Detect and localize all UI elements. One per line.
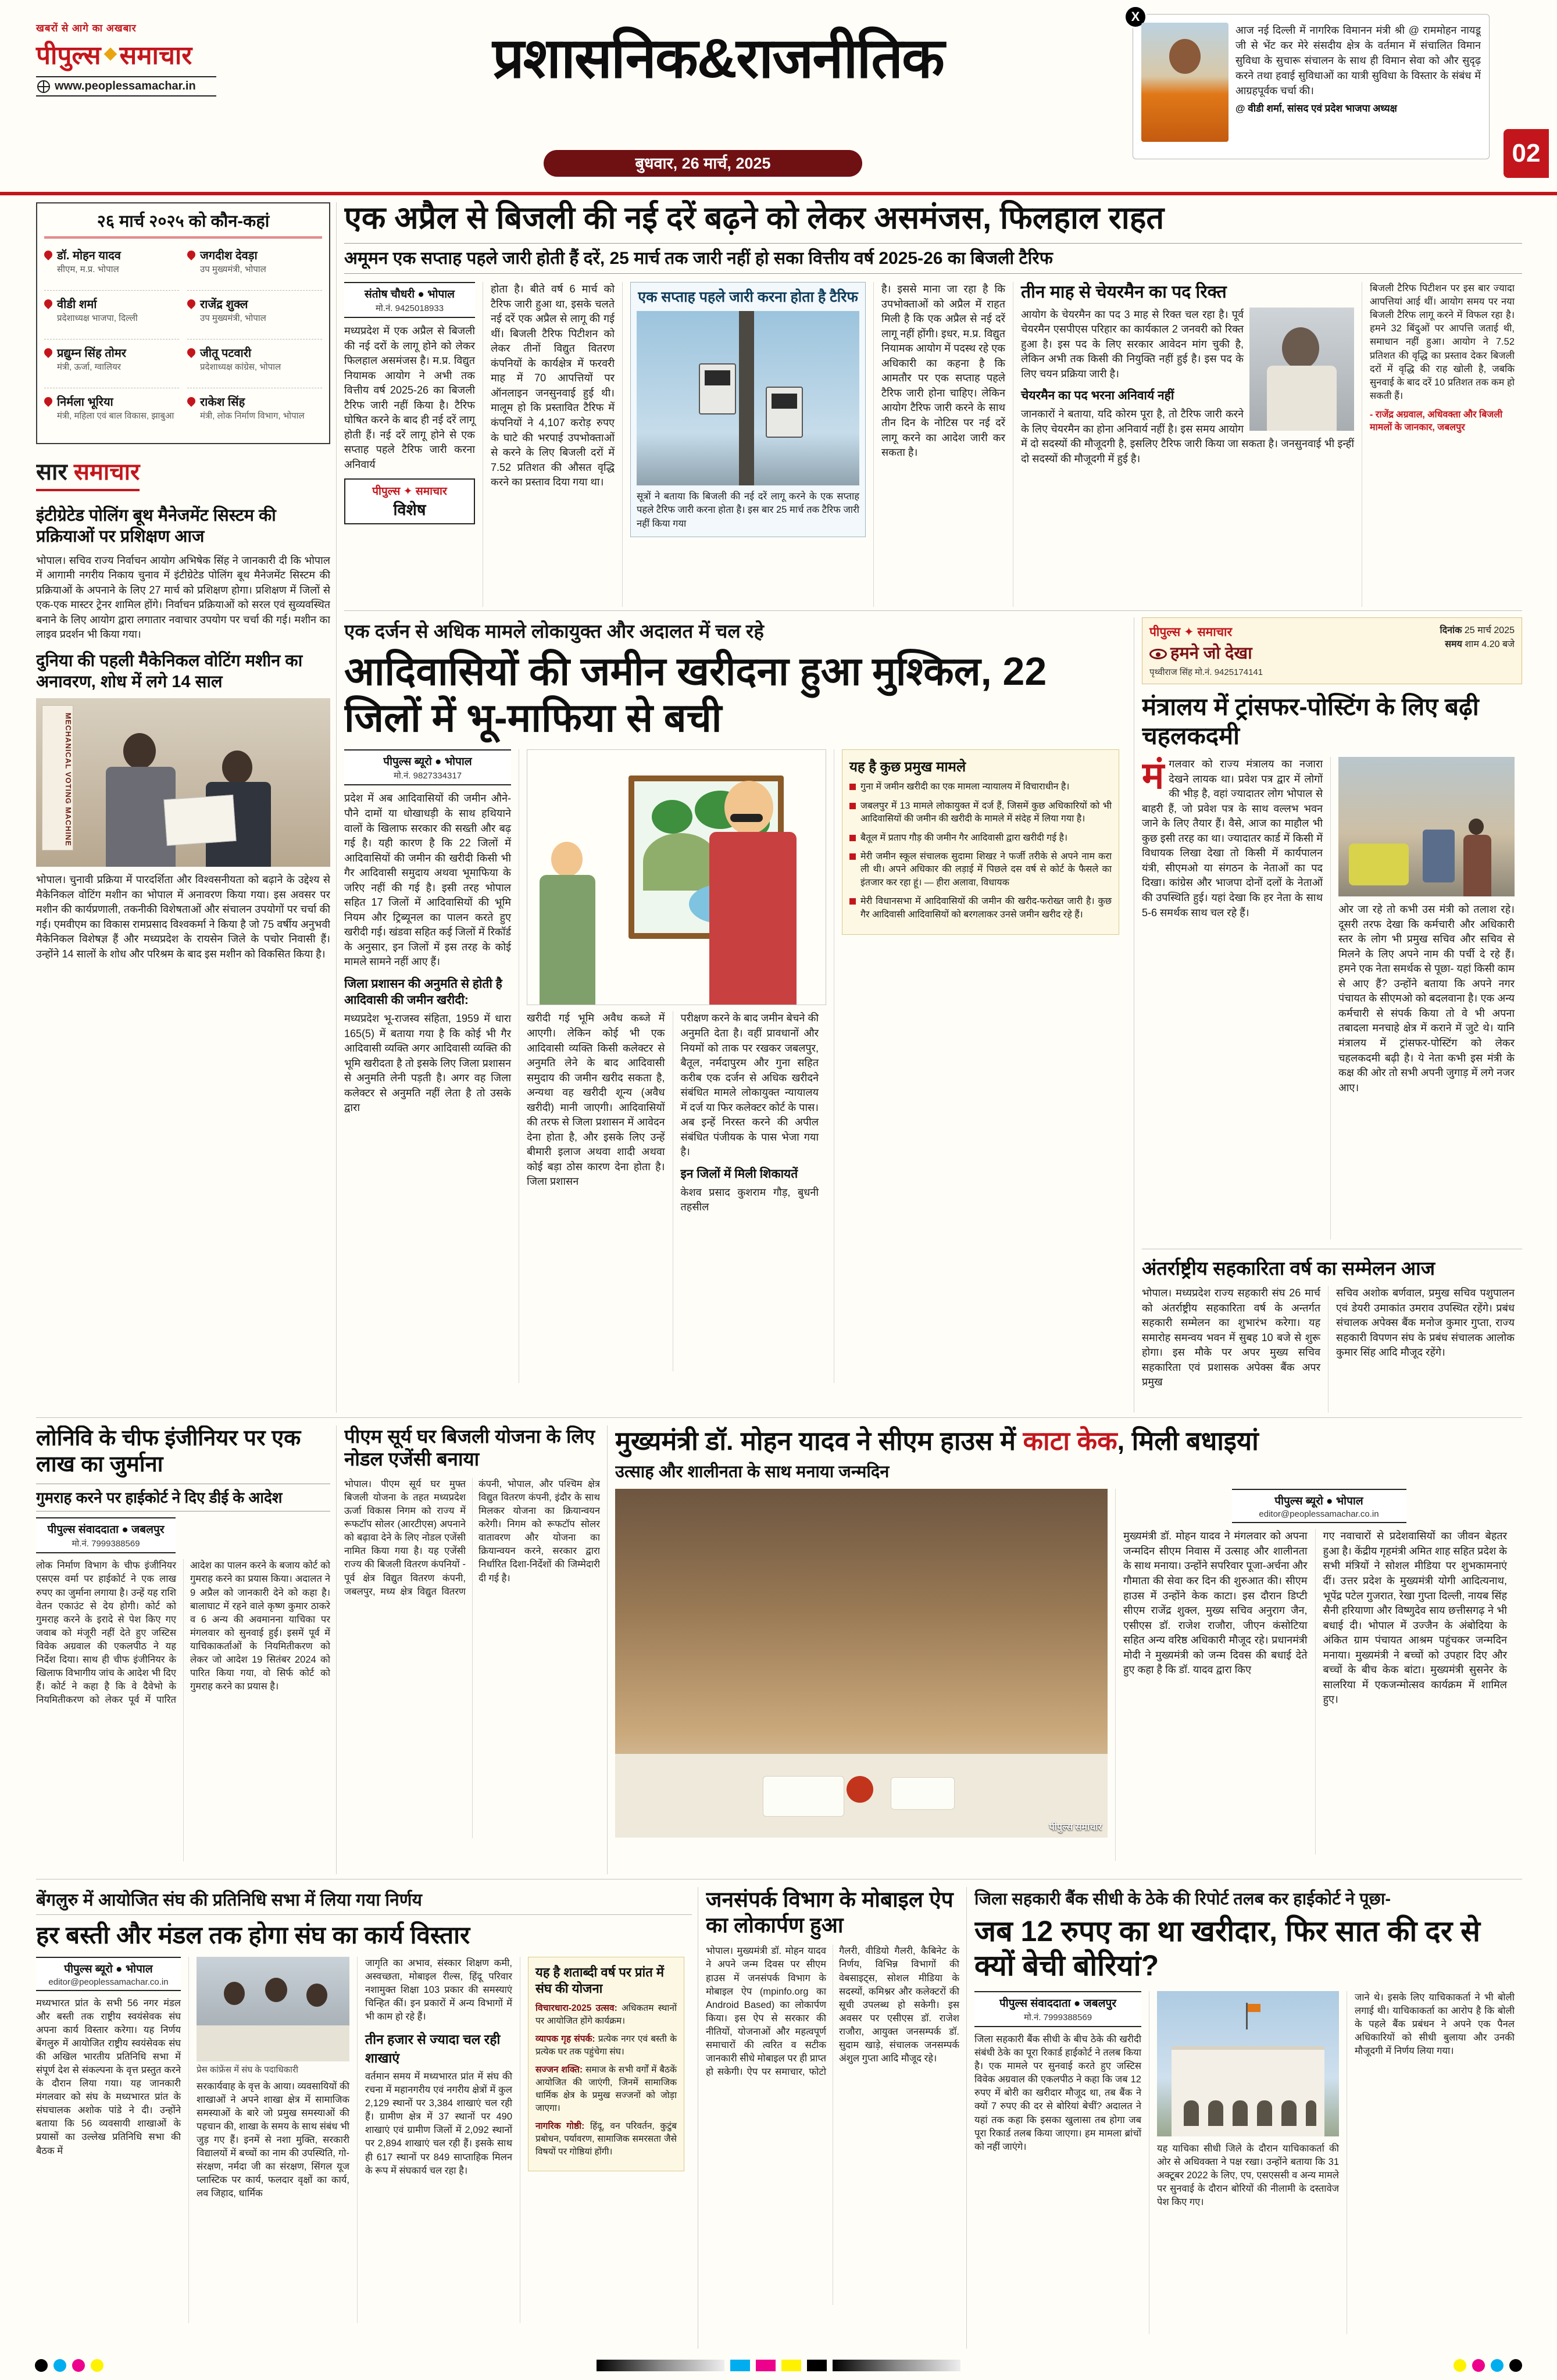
list-item [44, 388, 179, 437]
list-item [187, 388, 322, 437]
person-name: जीतू पटवारी [200, 347, 252, 360]
case-item [849, 800, 1112, 826]
person-name: प्रद्युम्न सिंह तोमर [57, 347, 126, 360]
electricity-meter-photo [637, 311, 859, 485]
headline-part: मुख्यमंत्री डॉ. मोहन यादव ने सीएम हाउस में [615, 1426, 1023, 1456]
article-column [1330, 757, 1522, 1239]
tariff-info-box-cell [622, 282, 873, 607]
article-column [344, 749, 519, 1383]
press-conference-photo [197, 1957, 349, 2061]
article-column [483, 282, 622, 607]
bullet-square-icon [849, 853, 856, 860]
tariff-info-box [630, 282, 866, 537]
plan-item [535, 2033, 677, 2059]
article-body: लोक निर्माण विभाग के चीफ इंजीनियर एसएस वर्मा पर हाईकोर्ट ने एक लाख रुपए का जुर्माना लगाया है। उन्हें यह राशि वेतन एकाउंट से देय होगी। कोर्ट को गुमराह करने के इरादे से पेश किए गए जवाब को मंजूरी नहीं देते हुए जस्टिस विवेक अग्रवाल की एकलपीठ ने यह निर्देश दिया। साथ ही चीफ इंजीनियर के खिलाफ विभागीय जांच के आदेश भी दिए हैं। कोर्ट ने कहा है कि वे दैवेभो के नियमितीकरण को लेकर पूर्व में पारित आदेश का पालन करने के बजाय कोर्ट को गुमराह करने का प्रयास किया। अदालत ने 9 अप्रैल को जानकारी देने को कहा है। बालाघाट में रहने वाले कृष्ण कुमार ठाकरे व 6 अन्य की अवमानना याचिका पर मंगलवार को सुनवाई हुई। इसमें पूर्व में याचिकाकर्ताओं के नियमितीकरण को लेकर जो आदेश 19 सितंबर 2024 को पारित किया गया, वो सिर्फ कोर्ट को गुमराह करने का प्रयास है। [36, 1560, 330, 1706]
registration-dots-left [35, 2359, 103, 2372]
special-logo: पीपुल्स ✦ समाचार [372, 485, 447, 498]
case-text: गुना में जमीन खरीदी का एक मामला न्यायालय में विचाराधीन है। [860, 782, 1070, 792]
plan-text: हिंदू, वन परिवर्तन, कुटुंब प्रबोधन, पर्यावरण, सामाजिक समरसता जैसे विषयों पर गोष्ठियां होंगी। [535, 2121, 677, 2157]
byline-phone: मो.नं. 9425018933 [375, 303, 444, 314]
list-item [187, 340, 322, 388]
summary-title-part2: समाचार [73, 459, 140, 485]
byline-name: पीपुल्स ब्यूरो ● भोपाल [1274, 1495, 1363, 1508]
article-body: गलवार को राज्य मंत्रालय का नजारा देखने लायक था। प्रवेश पत्र द्वार में लोगों की भीड़ है, वहां ज्यादातर लोग भोपाल से बाहरी हैं, जो प्रवेश पत्र के साथ वल्लभ भवन जाने के लिए तैयार हैं। वैसे, आज का माहौल भी कुछ इसी तरह का था। ज्यादातर कार्ड में किसी में विधायक लिखा देखा तो किसी में कार्यपालन यंत्री, सीएमओ या संगठन के नेताओं का पद दिखा। कांग्रेस और भाजपा दोनों दलों के नेताओं की उपस्थिति हुई। यहां देखा कि हर नेता के साथ 5-6 समर्थक साथ चल रहे हैं। [1142, 758, 1323, 919]
rss-expansion-article [36, 1887, 692, 2349]
article-body: आयोग के चेयरमैन का पद 3 माह से रिक्त चल रहा है। पूर्व चेयरमैन एसपीएस परिहार का कार्यकाल 2 जनवरी को रिक्त हुआ है। इस पद के लिए सरकार आवेदन मांग चुकी है, लेकिन अभी तक किसी की नियुक्ति नहीं हुई है। इस पद के लिए चयन प्रक्रिया जारी है। [1021, 308, 1244, 380]
reg-dot-cyan [53, 2359, 66, 2372]
article-kicker: एक दर्जन से अधिक मामले लोकायुक्त और अदालत में चल रहे [344, 620, 764, 642]
eye-icon [1149, 649, 1167, 659]
voting-machine-photo [36, 698, 330, 867]
photo-banner-label: MECHANICAL VOTING MACHINE [42, 705, 73, 850]
article-body: मध्यभारत प्रांत के सभी 56 नगर मंडल और बस्ती तक राष्ट्रीय स्वयंसेवक संघ अपना कार्य विस्तार करेगा। यह निर्णय बेंगलुरु में आयोजित राष्ट्रीय स्वयंसेवक संघ की अखिल भारतीय प्रतिनिधि सभा में संपूर्ण देश से संकल्पना के वृत्त प्रस्तुत करने के दौरान लिया गया। यह जानकारी मंगलवार को संघ के मध्यभारत प्रांत के संघचालक अशोक पांडे ने दी। उन्होंने बताया कि 56 व्यवसायी शाखाओं के प्रयासों का उल्लेख प्रतिनिधि सभा की बैठक में [36, 1997, 181, 2156]
column-divider [336, 1425, 337, 1874]
article-body: भोपाल। मध्यप्रदेश राज्य सहकारी संघ 26 मार्च को अंतर्राष्ट्रीय सहकारिता वर्ष के अन्तर्गत सहकारी सम्मेलन का शुभारंभ करेगा। यह समारोह समन्वय भवन में सुबह 10 बजे से शुरू होगा। इस मौके पर अपर मुख्य सचिव सहकारिता एवं प्रशासक अपेक्स बैंक अपर प्रमुख [1142, 1287, 1320, 1388]
article-subhead: गुमराह करने पर हाईकोर्ट ने दिए डीई के आदेश [36, 1488, 283, 1506]
masthead-divider [0, 192, 1557, 195]
website-url: www.peoplessamachar.in [55, 80, 196, 92]
byline-name: पीपुल्स संवाददाता ● जबलपुर [47, 1524, 165, 1536]
reg-dot-cyan [1491, 2359, 1504, 2372]
article-body: भोपाल। पीएम सूर्य घर मुफ्त बिजली योजना के तहत मध्यप्रदेश ऊर्जा विकास निगम को राज्य में रूफटॉप सोलर (आरटीएस) अपनाने को बढ़ावा देने के लिए नोडल एजेंसी नामित किया गया है। यह एजेंसी राज्य की बिजली वितरण कंपनियों - पूर्व क्षेत्र विद्युत वितरण कंपनी, जबलपुर, मध्य क्षेत्र विद्युत वितरण कंपनी, भोपाल, और पश्चिम क्षेत्र विद्युत वितरण कंपनी, इंदौर के साथ मिलकर योजना का क्रियान्वयन करेगी। निगम को रूफटॉप सोलर वातावरण और योजना का क्रियान्वयन करने, सरकार द्वारा निर्धारित दिशा-निर्देशों की जिम्मेदारी दी गई है। [344, 1478, 600, 1597]
reg-dot-black [1509, 2359, 1522, 2372]
map-pin-icon [42, 395, 54, 407]
person-name: राकेश सिंह [200, 396, 245, 409]
sidebar-headline: तीन माह से चेयरमैन का पद रिक्त [1021, 283, 1227, 302]
map-pin-icon [185, 395, 197, 407]
date-value: 25 मार्च 2025 [1464, 626, 1515, 635]
person-role: मंत्री, ऊर्जा, ग्वालियर [57, 362, 121, 372]
article-body: होता है। बीते वर्ष 6 मार्च को टैरिफ जारी हुआ था, इसके चलते नई दरें एक अप्रैल से लागू की गई थीं। बिजली टैरिफ पिटीशन को लेकर तीनों विद्युत वितरण कंपनियों के कार्यक्षेत्र में फरवरी माह में 70 आपत्तियों पर ऑनलाइन जनसुनवाई हुई थी। मालूम हो कि प्रस्तावित टैरिफ में कंपनियों ने 4,107 करोड़ रुपए के घाटे की भरपाई उपभोक्ताओं से करने के लिए बिजली दरों में 7.52 प्रतिशत की औसत वृद्धि करने का प्रस्ताव दिया गया था। [491, 283, 615, 488]
person-name: जगदीश देवड़ा [200, 249, 258, 262]
box-caption: सूत्रों ने बताया कि बिजली की नई दरें लागू करने के एक सप्ताह पहले टैरिफ जारी करना होता है। इस बार 25 मार्च तक टैरिफ जारी नहीं किया गया [637, 491, 859, 529]
headline-highlight: काटा केक [1023, 1426, 1117, 1456]
article-column [344, 282, 483, 607]
plan-text: प्रत्येक नगर एवं बस्ती के प्रत्येक घर तक पहुंचेगा संघ। [535, 2034, 677, 2057]
cm-birthday-article [615, 1425, 1522, 1874]
article-headline: एक अप्रैल से बिजली की नई दरें बढ़ने को लेकर असमंजस, फिलहाल राहत [344, 201, 1165, 235]
summary-section-title [36, 455, 140, 491]
cases-box-cell [834, 749, 1127, 1383]
plan-item [535, 2002, 677, 2028]
article-headline: जनसंपर्क विभाग के मोबाइल ऐप का लोकार्पण हुआ [706, 1888, 954, 1937]
article-headline: हर बस्ती और मंडल तक होगा संघ का कार्य विस्तार [36, 1921, 470, 1949]
expert-quote-column [1362, 282, 1522, 607]
seen-meta [1440, 624, 1515, 652]
article-body: भोपाल। चुनावी प्रक्रिया में पारदर्शिता और विश्वसनीयता को बढ़ाने के उद्देश्य से मैकेनिकल वोटिंग मशीन का भोपाल में अनावरण किया गया। इस अवसर पर मशीन की कार्यप्रणाली, तकनीकी विशेषताओं और संचालन उपयोगों पर चर्चा की गई। एमवीएम का विकास रामप्रसाद विश्वकर्मा ने किया है जो 75 वर्षीय अनुभवी मैकेनिकल विशेषज्ञ हैं और मध्यप्रदेश के रायसेन जिले के पचोर निवासी हैं। उन्होंने 14 सालों के शोध और परिश्रम के बाद इस मशीन को विकसित किया है। [36, 874, 330, 960]
mobile-app-article [706, 1887, 959, 2349]
plan-text: अधिकतम स्थानों पर आयोजित होंगे कार्यक्रम। [535, 2003, 677, 2026]
column-divider [966, 1887, 967, 2349]
reg-gradient-bar [597, 2360, 724, 2371]
who-where-title: २६ मार्च २०२५ को कौन-कहां [44, 209, 322, 238]
article-body: जाने थे। इसके लिए याचिकाकर्ता ने भी बोली लगाई थी। याचिकाकर्ता का आरोप है कि बोली के पहले बैंक प्रबंधन ने अपने एक पैनल अधिकारियों को सीधी बुलाया और उनकी मौजूदगी में निर्णय लिया गया। [1355, 1992, 1515, 2057]
left-column [36, 202, 330, 1413]
brand-logo-text: पीपुल्स ✦ समाचार [1149, 626, 1233, 639]
list-item [44, 291, 179, 340]
column-divider [607, 1425, 608, 1874]
reg-dot-yellow [91, 2359, 103, 2372]
twitter-x-icon: X [1124, 5, 1147, 28]
article-column [1315, 1529, 1515, 1854]
article-headline: अंतर्राष्ट्रीय सहकारिता वर्ष का सम्मेलन आज [1142, 1249, 1522, 1280]
registration-bars-center [597, 2360, 960, 2371]
case-item [849, 895, 1112, 921]
article-column [188, 1957, 357, 2323]
logo-text-left: पीपुल्स [36, 41, 101, 70]
reg-swatch-magenta [756, 2360, 776, 2371]
person-role: प्रदेशाध्यक्ष कांग्रेस, भोपाल [200, 362, 281, 372]
bank-highcourt-article [974, 1887, 1522, 2349]
article-body: खरीदी गई भूमि अवैध कब्जे में आएगी। लेकिन कोई भी एक आदिवासी व्यक्ति किसी कलेक्टर से अनुमति लेने के बाद आदिवासी समुदाय की जमीन खरीद सकता है, अन्यथा वह खरीदी शून्य (अवैध खरीदी) मानी जाएगी। आदिवासियों की तरफ से जिला प्रशासन में आवेदन देना होता है, और इसके लिए उन्हें बीमारी इलाज अथवा शादी अथवा कोई बड़ा ठोस कारण देना होता है। जिला प्रशासन [527, 1012, 665, 1188]
person-name: वीडी शर्मा [57, 298, 97, 311]
plan-item [535, 2120, 677, 2159]
article-column [1123, 1529, 1315, 1854]
byline [344, 749, 511, 785]
article-column [527, 1011, 673, 1371]
person-name: राजेंद्र शुक्ल [200, 298, 248, 311]
byline-name: संतोष चौधरी ● भोपाल [364, 288, 455, 301]
article-headline [615, 1425, 1522, 1456]
map-pin-icon [185, 298, 197, 309]
centenary-plan-box [528, 1957, 684, 2171]
article-headline: लोनिवि के चीफ इंजीनियर पर एक लाख का जुर्माना [36, 1426, 301, 1477]
engineer-fine-article [36, 1425, 330, 1874]
person-name: डॉ. मोहन यादव [57, 249, 121, 262]
article-column [1328, 1286, 1522, 1413]
article-headline: मंत्रालय में ट्रांसफर-पोस्टिंग के लिए बढ़ी चहलकदमी [1142, 693, 1479, 749]
article-body: गए नवाचारों से प्रदेशवासियों का जीवन बेहतर हुआ है। केंद्रीय गृहमंत्री अमित शाह सहित प्रदेश के सभी मंत्रियों ने सोशल मीडिया पर शुभकामनाएं दीं। उत्तर प्रदेश के मुख्यमंत्री योगी आदित्यनाथ, भूपेंद्र पटेल गुजरात, रेखा गुप्ता दिल्ली, नायब सिंह सैनी हरियाणा और विष्णुदेव साय छत्तीसगढ़ ने भी बधाई दी। भोपाल में उज्जैन के अंबोदिया के अंकित ग्राम पंचायत आश्रम पहुंचकर जन्मदिन मनाया। मुख्यमंत्री ने बच्चों को उपहार दिए और बच्चों के बीच केक बांटा। मुख्यमंत्री सुसनेर के सालरिया में एकजन्मोत्सव कार्यक्रम में शामिल हुए। [1323, 1530, 1507, 1706]
article-body: मध्यप्रदेश में एक अप्रैल से बिजली की नई दरों के लागू होने को लेकर फिलहाल असमंजस है। म.प्र. विद्युत नियामक आयोग ने अभी तक वित्तीय वर्ष 2025-26 का बिजली टैरिफ जारी नहीं किया है। टैरिफ घोषित करने के बाद ही नई दरें लागू होती हैं। नई दरें लागू होने से एक सप्ताह पहले टैरिफ जारी करना अनिवार्य [344, 325, 475, 471]
article-column [673, 1011, 827, 1371]
sub-headline: चेयरमैन का पद भरना अनिवार्य नहीं [1021, 389, 1174, 403]
article-headline: इंटीग्रेटेड पोलिंग बूथ मैनेजमेंट सिस्टम की प्रक्रियाओं पर प्रशिक्षण आज [36, 506, 276, 546]
diamond-icon [103, 48, 117, 61]
right-column-articles [1142, 617, 1522, 1413]
case-text: मेरी विधानसभा में आदिवासियों की जमीन की खरीद-फरोख्त जारी है। कुछ गैर आदिवासी आदिवासियों को बरगलाकर उनसे जमीन खरीद रहे हैं। [860, 896, 1112, 920]
special-label: विशेष [393, 501, 426, 519]
person-role: उप मुख्यमंत्री, भोपाल [200, 313, 266, 323]
article-subhead: अमूमन एक सप्ताह पहले जारी होती हैं दरें, 25 मार्च तक जारी नहीं हो सका वित्तीय वर्ष 2025-26 का बिजली टैरिफ [344, 248, 1053, 268]
person-role: उप मुख्यमंत्री, भोपाल [200, 265, 266, 274]
article-column [1142, 1286, 1328, 1413]
article-body: भोपाल। मुख्यमंत्री डॉ. मोहन यादव ने अपने जन्म दिवस पर सीएम हाउस में जनसंपर्क विभाग के मोबाइल ऐप (mpinfo.org का Android Based) का लोकार्पण किया। इस ऐप से सरकार की नीतियों, योजनाओं और महत्वपूर्ण समाचारों की त्वरित व सटीक जानकारी सीधे मोबाइल पर ही प्राप्त हो सकेगी। ऐप पर समाचार, फोटो गैलरी, वीडियो गैलरी, कैबिनेट के निर्णय, विभिन्न विभागों की वेबसाइट्स, सोशल मीडिया के सदस्यों, कमिश्नर और कलेक्टरों की सूची उपलब्ध हो सकेगी। इस अवसर पर एसीएस डॉ. राजेश राजौरा, आयुक्त जनसम्पर्क डॉ. सुदाम खाड़े, संचालक जनसम्पर्क अंशुल गुप्ता आदि मौजूद रहे। [706, 1946, 959, 2078]
quote-text: बिजली टैरिफ पिटीशन पर इस बार ज्यादा आपत्तियां आई थीं। आयोग समय पर नया बिजली टैरिफ लागू करने में विफल रहा है। हमने 32 बिंदुओं पर आपत्ति जताई थी, समाधान नहीं हुआ। आयोग ने 7.52 प्रतिशत की वृद्धि का प्रस्ताव देकर बिजली दरों में वृद्धि की राह खोली है, जबकि सुनवाई के बाद दरें 10 प्रतिशत तक कम हो सकती हैं। [1370, 283, 1515, 401]
map-pin-icon [42, 249, 54, 260]
registration-dots-right [1454, 2359, 1522, 2372]
article-body: ओर जा रहे तो कभी उस मंत्री को तलाश रहे। दूसरी तरफ देखा कि कर्मचारी और अधिकारी स्तर के लोग भी प्रमुख सचिव और सचिव से मिलने के लिए अपने नाम की पर्ची दे रहे हैं। हमने एक नेता समर्थक से पूछा- यहां किसी काम से आए हैं? उन्होंने बताया कि अपने नगर पंचायत के सीएमओ को बदलवाना है। एक अन्य कर्मचारी से संपर्क किया तो वे भी अपना तबादला मनचाहे क्षेत्र में कराने में जुटे थे। यानि मंत्रालय में ट्रांसफर-पोस्टिंग को लेकर चहलकदमी बढ़ी है। ये नेता कभी इस मंत्री के कक्ष की ओर तो सभी अपनी जुगाड़ में लगे नजर आए। [1338, 903, 1515, 1093]
byline [344, 282, 475, 318]
what-we-saw-box [1142, 617, 1522, 684]
date-label: दिनांक [1440, 626, 1462, 635]
article-kicker: जिला सहकारी बैंक सीधी के ठेके की रिपोर्ट तलब कर हाईकोर्ट ने पूछा- [974, 1890, 1391, 1909]
plan-label: नागरिक गोष्ठी: [535, 2121, 585, 2131]
reg-swatch-yellow [781, 2360, 801, 2371]
byline [36, 1957, 181, 1991]
tweet-box [1131, 9, 1490, 159]
article-column [1142, 757, 1330, 1239]
case-text: मेरी जमीन स्कूल संचालक सुदामा शिखऱ ने फर्जी तरीके से अपने नाम करा ली थी। अपने अधिकार की लड़ाई में पिछले दस वर्ष से कोर्ट के फैसले का इंतजार कर रहा हूं। — हीरा अलावा, विधायक [860, 852, 1112, 888]
article-body: यह याचिका सीधी जिले के दौरान याचिकाकर्ता की ओर से अधिवक्ता ने पक्ष रखा। उन्होंने बताया कि 31 अक्टूबर 2022 के लिए, एप, एसएससी व अन्य मामले पर सुनवाई के दौरान बोरियों की नीलामी के दस्तावेज पेश किए गए। [1157, 2143, 1339, 2208]
article-middle-column [519, 749, 834, 1383]
drop-cap: मं [1142, 757, 1165, 797]
masthead [0, 0, 1557, 192]
article-subhead: उत्साह और शालीनता के साथ मनाया जन्मदिन [615, 1463, 890, 1482]
article-body: सचिव अशोक बर्णवाल, प्रमुख सचिव पशुपालन एवं डेयरी उमाकांत उमराव उपस्थित रहेंगे। प्रबंध संचालक अपेक्स बैंक मनोज कुमार गुप्ता, राज्य सहकारी विपणन संघ के प्रबंध संचालक आलोक कुमार सिंह आदि मौजूद रहेंगे। [1336, 1287, 1515, 1359]
reg-swatch-cyan [730, 2360, 750, 2371]
byline [974, 1991, 1141, 2027]
byline-phone: मो.नं. 7999388569 [72, 1539, 140, 1549]
plan-label: व्यापक गृह संपर्क: [535, 2034, 595, 2044]
time-value: शाम 4.20 बजे [1465, 639, 1515, 649]
chairman-vacancy-block [1013, 282, 1362, 607]
byline-phone: मो.नं. 9827334317 [393, 771, 462, 781]
list-item [44, 340, 179, 388]
plan-text: समाज के सभी वर्गों में बैठकें आयोजित की जाएंगी, जिनमें सामाजिक धार्मिक क्षेत्र के प्रमुख सज्जनों को जोड़ा जाएगा। [535, 2064, 677, 2113]
cartoon-illustration [527, 749, 826, 1005]
photo-watermark: पीपुल्स समाचार [1049, 1822, 1102, 1833]
case-item [849, 832, 1112, 845]
list-item [44, 242, 179, 291]
byline-name: पीपुल्स ब्यूरो ● भोपाल [383, 756, 472, 769]
map-pin-icon [42, 346, 54, 358]
photo-cell [615, 1489, 1115, 1861]
article-body: जिला सहकारी बैंक सीधी के बीच ठेके की खरीदी संबंधी ठेके का पूरा रिकार्ड हाईकोर्ट ने तलब किया है। एक मामले पर सुनवाई करते हुए जस्टिस विवेक अग्रवाल की एकलपीठ ने कहा कि जब 12 रुपए में बोरी का खरीदार मौजूद था, तब बैंक ने क्यों 7 रुपए की दर से बोरियां बेचीं? अदालत ने यहां तक कहा कि इसका खुलासा तब होगा जब पूरा रिकार्ड तलब किया जाएगा। हम मामला ब्रांचों को नहीं जाएंगे। [974, 2034, 1141, 2152]
article-body: भोपाल। सचिव राज्य निर्वाचन आयोग अभिषेक सिंह ने जानकारी दी कि भोपाल में आगामी नगरीय निकाय चुनाव में इंटीग्रेटेड पोलिंग बूथ मैनेजमेंट सिस्टम की प्रक्रियाओं के अपनाने के लिए 27 मार्च को प्रशिक्षण होगा। प्रशिक्षण में जिलों से एक-एक मास्टर ट्रेनर शामिल होंगे। निर्वाचन प्रक्रियाओं को सरल एवं सुव्यवस्थित बनाने के लिए आयोग द्वारा लगातार नवाचार उपयोग पर चर्चा की गई। मशीन का लाइव प्रदर्शन भी किया गया। [36, 554, 330, 641]
list-item [187, 242, 322, 291]
sub-headline: इन जिलों में मिली शिकायतें [680, 1167, 798, 1181]
byline-email: editor@peoplessamachar.co.in [1259, 1509, 1379, 1520]
major-cases-box [842, 749, 1119, 935]
quote-attribution: - राजेंद्र अग्रवाल, अधिवक्ता और बिजली मामलों के जानकार, जबलपुर [1370, 409, 1503, 433]
bullet-square-icon [849, 898, 856, 905]
article-column [873, 282, 1013, 607]
article-kicker: बेंगलुरु में आयोजित संघ की प्रतिनिधि सभा में लिया गया निर्णय [36, 1887, 692, 1915]
page-section-title: प्रशासनिक&राजनीतिक [492, 27, 944, 90]
article-body: सरकार्यवाह के वृत्त के आया। व्यवसायियों की शाखाओं ने अपने शाखा क्षेत्र में सामाजिक समस्याओं के बारे जो प्रमुख समस्याओं की पहचान की, शाखा के समय के साथ संबंध भी जुड़ गए हैं। इनमें से नशा मुक्ति, सरकारी विद्यालयों में बच्चों का नाम की उपस्थिति, गो-संरक्षण, नर्मदा जी का संरक्षण, सिंगल यूज प्लास्टिक पर कार्य, फलदार वृक्षों का कार्य, लव जिहाद, धार्मिक [197, 2081, 349, 2199]
headline-part: , मिली बधाइयां [1117, 1426, 1259, 1456]
tribal-land-article [344, 617, 1127, 1413]
person-role: मंत्री, महिला एवं बाल विकास, झाबुआ [57, 411, 174, 421]
article-column [1347, 1991, 1522, 2334]
photo-caption: प्रेस कांफ्रेंस में संघ के पदाधिकारी [197, 2064, 299, 2075]
bullet-square-icon [849, 803, 856, 809]
summary-title-part1: सार [36, 459, 67, 485]
map-pin-icon [185, 346, 197, 358]
pm-surya-article [344, 1425, 600, 1874]
case-text: जबलपुर में 13 मामले लोकायुक्त में दर्ज हैं, जिसमें कुछ अधिकारियों को भी आदिवासियों की जमीन की खरीदी के मामले में संदेह में लिया गया है। [860, 801, 1112, 824]
reg-dot-magenta [1472, 2359, 1485, 2372]
map-pin-icon [42, 298, 54, 309]
map-pin-icon [185, 249, 197, 260]
time-label: समय [1445, 639, 1462, 649]
case-item [849, 781, 1112, 794]
byline-name: पीपुल्स ब्यूरो ● भोपाल [64, 1963, 153, 1975]
feature-title: हमने जो देखा [1170, 644, 1252, 663]
section-divider [344, 610, 1522, 611]
logo-tagline: खबरों से आगे का अखबार [36, 23, 137, 34]
person-role: सीएम, म.प्र. भोपाल [57, 265, 119, 274]
section-divider [36, 1417, 1522, 1418]
column-divider [336, 202, 337, 1413]
article-column [1149, 1991, 1347, 2334]
box-title: एक सप्ताह पहले जारी करना होता है टैरिफ [638, 289, 858, 306]
tariff-article [344, 200, 1522, 607]
list-item [187, 291, 322, 340]
politician-photo [1141, 23, 1229, 142]
print-registration-marks [0, 2351, 1557, 2380]
chairman-portrait-photo [1249, 308, 1354, 431]
plan-label: विचारधारा-2025 उत्सव: [535, 2003, 617, 2013]
article-body: प्रदेश में अब आदिवासियों की जमीन औने-पौने दामों या धोखाधड़ी के साथ हथियाने वालों के खिलाफ सरकार की सख्ती और बढ़ गई है। यही कारण है कि 22 जिलों में आदिवासियों की जमीन की खरीदी किसी भी गैर आदिवासी समुदाय अथवा भूमाफिया के जरिए नहीं की गई है। इसी तरह भोपाल सहित 17 जिलों में आदिवासियों की भूमि नियम और ट्रिब्यूनल का पालन करते हुए खरीदी गई। खंडवा सहित कई जिलों में रिकॉर्ड के अनुसार, इन जिलों में इस तरह के कोई मामले सामने नहीं आए हैं। [344, 792, 511, 968]
article-column [974, 1991, 1149, 2334]
article-body: वर्तमान समय में मध्यभारत प्रांत में संघ की रचना में महानगरीय एवं नगरीय क्षेत्रों में कुल 2,129 स्थानों पर 3,384 शाखाएं चल रही हैं। ग्रामीण क्षेत्र में 37 स्थानों पर 490 शाखाएं एवं ग्रामीण जिलों में 2,092 स्थानों पर 2,894 शाखाएं चल रही हैं। इसके साथ ही 617 स्थानों पर 849 साप्ताहिक मिलन के रूप में संघकार्य चल रहा है। [365, 2071, 512, 2176]
article-body: जानकारों ने बताया, यदि कोरम पूरा है, तो टैरिफ जारी करने के लिए चेयरमैन का होना अनिवार्य नहीं है। इस समय आयोग में दो सदस्यों की मौजूदगी है, इसलिए टैरिफ जारी किया जा सकता है। जनसुनवाई भी इन्हीं दो सदस्यों की मौजूदगी में हुई है। [1021, 408, 1354, 464]
who-where-box [36, 202, 330, 444]
tweet-text: आज नई दिल्ली में नागरिक विमानन मंत्री श्री @ राममोहन नायडू जी से भेंट कर मेरे संसदीय क्षेत्र के वर्तमान में संचालित विमान सुविधा के सुचारू संचालन के साथ ही विमान सेवा को और सुदृढ़ करने तथा हवाई सुविधाओं का यात्री सुविधा के विस्तार के संबंध में आग्रहपूर्वक चर्चा की। [1235, 24, 1481, 97]
website-line [36, 76, 216, 97]
reg-dot-magenta [72, 2359, 85, 2372]
logo-text-right: समाचार [119, 41, 192, 70]
article-body: केशव प्रसाद कुशराम गौड़, बुधनी तहसील [680, 1186, 819, 1213]
byline-email: editor@peoplessamachar.co.in [48, 1977, 169, 1987]
page-number-badge: 02 [1504, 129, 1549, 178]
plan-item [535, 2064, 677, 2115]
byline [36, 1517, 176, 1553]
article-body: जागृति का अभाव, संस्कार शिक्षण कमी, अस्वच्छता, मोबाइल रील्स, हिंदू परिवार नशामुक्त शिक्षा 103 प्रकार की समस्याएं चिन्हित कीं। इन प्रकारों में अन्य विभागों में भी काम हो रहे हैं। [365, 1957, 512, 2022]
plan-label: सज्जन शक्ति: [535, 2064, 583, 2075]
person-role: प्रदेशाध्यक्ष भाजपा, दिल्ली [57, 313, 138, 323]
article-text-cell [1115, 1489, 1522, 1861]
article-column [36, 1957, 188, 2323]
special-badge [344, 478, 475, 524]
article-body: मध्यप्रदेश भू-राजस्व संहिता, 1959 में धारा 165(5) में बताया गया है कि कोई भी गैर आदिवासी व्यक्ति अगर आदिवासी व्यक्ति की भूमि खरीदता है तो इसके लिए जिला प्रशासन से अनुमति लेनी पड़ती है। अगर वह जिला कलेक्टर से अनुमति नहीं लेता है तो उसके द्वारा [344, 1013, 511, 1114]
article-body: है। इससे माना जा रहा है कि उपभोक्ताओं को अप्रैल में राहत मिली है कि एक अप्रैल से नई दरें लागू नहीं होंगी। इधर, म.प्र. विद्युत नियामक आयोग में पदस्थ रहे एक अधिकारी का कहना है कि आमतौर पर एक सप्ताह पहले टैरिफ जारी होना चाहिए। लेकिन आयोग टैरिफ जारी करने के साथ तीन दिन के नोटिस पर नई दरें लागू करने का आदेश जारी कर सकता है। [881, 283, 1005, 459]
tweet-attribution: @ वीडी शर्मा, सांसद एवं प्रदेश भाजपा अध्यक्ष [1235, 103, 1397, 115]
who-where-list [44, 242, 322, 437]
newspaper-logo [36, 21, 216, 97]
article-headline: जब 12 रुपए का था खरीदार, फिर सात की दर से क्यों बेची बोरियां? [974, 1915, 1480, 1982]
bullet-square-icon [849, 784, 856, 790]
box-title: यह है शताब्दी वर्ष पर प्रांत में संघ की योजना [535, 1964, 665, 1996]
reg-gradient-bar [833, 2360, 960, 2371]
reg-dot-yellow [1454, 2359, 1466, 2372]
sub-headline: जिला प्रशासन की अनुमति से होती है आदिवासी की जमीन खरीदी: [344, 977, 502, 1007]
article-headline: पीएम सूर्य घर बिजली योजना के लिए नोडल एजेंसी बनाया [344, 1425, 595, 1470]
person-name: निर्मला भूरिया [57, 396, 113, 409]
cake-cutting-photo [615, 1489, 1108, 1838]
bullet-square-icon [849, 835, 856, 841]
byline-phone: मो.नं. 7999388569 [1023, 2013, 1092, 2022]
reg-dot-black [35, 2359, 48, 2372]
case-text: बैतूल में प्रताप गौड़ की जमीन गैर आदिवासी द्वारा खरीदी गई है। [860, 832, 1068, 843]
reg-swatch-black [807, 2360, 827, 2371]
sub-headline: तीन हजार से ज्यादा चल रही शाखाएं [365, 2032, 501, 2066]
article-headline: आदिवासियों की जमीन खरीदना हुआ मुश्किल, 22 जिलों में भू-माफिया से बची [344, 649, 1047, 741]
person-role: मंत्री, लोक निर्माण विभाग, भोपाल [200, 411, 305, 421]
article-body: परीक्षण करने के बाद जमीन बेचने की अनुमति देता है। वहीं प्रावधानों और नियमों को ताक पर रखकर जबलपुर, बैतूल, नर्मदापुरम और गुना सहित करीब एक दर्जन से अधिक खरीदने संबंधित मामले लोकायुक्त न्यायालय में दर्ज या फिर कलेक्टर कोर्ट के पास। अब इन्हें निरस्त करने की अपील संबंधित पंजीयक के पास भेजा गया है। [680, 1012, 819, 1158]
street-scene-photo [1338, 757, 1515, 896]
article-headline: दुनिया की पहली मैकेनिकल वोटिंग मशीन का अनावरण, शोध में लगे 14 साल [36, 651, 303, 692]
article-column [357, 1957, 520, 2323]
case-item [849, 850, 1112, 889]
highcourt-building-photo [1157, 1991, 1339, 2136]
globe-icon [37, 80, 50, 93]
byline-name: पीपुल्स संवाददाता ● जबलपुर [999, 1997, 1117, 2010]
box-title: यह है कुछ प्रमुख मामले [849, 759, 966, 776]
article-body: मुख्यमंत्री डॉ. मोहन यादव ने मंगलवार को अपना जन्मदिन सीएम निवास में उत्साह और शालीनता के साथ मनाया। उन्होंने सपरिवार पूजा-अर्चना और गौमाता की सेवा कर दिन की शुरुआत की। सीएम हाउस में उन्होंने केक काटा। इस दौरान डिप्टी सीएम राजेंद्र शुक्ल, मुख्य सचिव अनुराग जैन, एसीएस डॉ. राजेश राजौरा, जीएन कंसोटिया सहित अन्य वरिष्ठ अधिकारी मौजूद रहे। प्रधानमंत्री मोदी ने मुख्यमंत्री को जन्म दिवस की बधाई देते हुए कहा है कि डॉ. यादव द्वारा किए [1123, 1530, 1308, 1676]
byline [1232, 1489, 1406, 1523]
tweet-content [1235, 23, 1481, 153]
plan-box-cell [520, 1957, 692, 2323]
reporter-name: पृथ्वीराज सिंह मो.नं. 9425174141 [1149, 667, 1263, 677]
date-ribbon: बुधवार, 26 मार्च, 2025 [544, 150, 862, 177]
